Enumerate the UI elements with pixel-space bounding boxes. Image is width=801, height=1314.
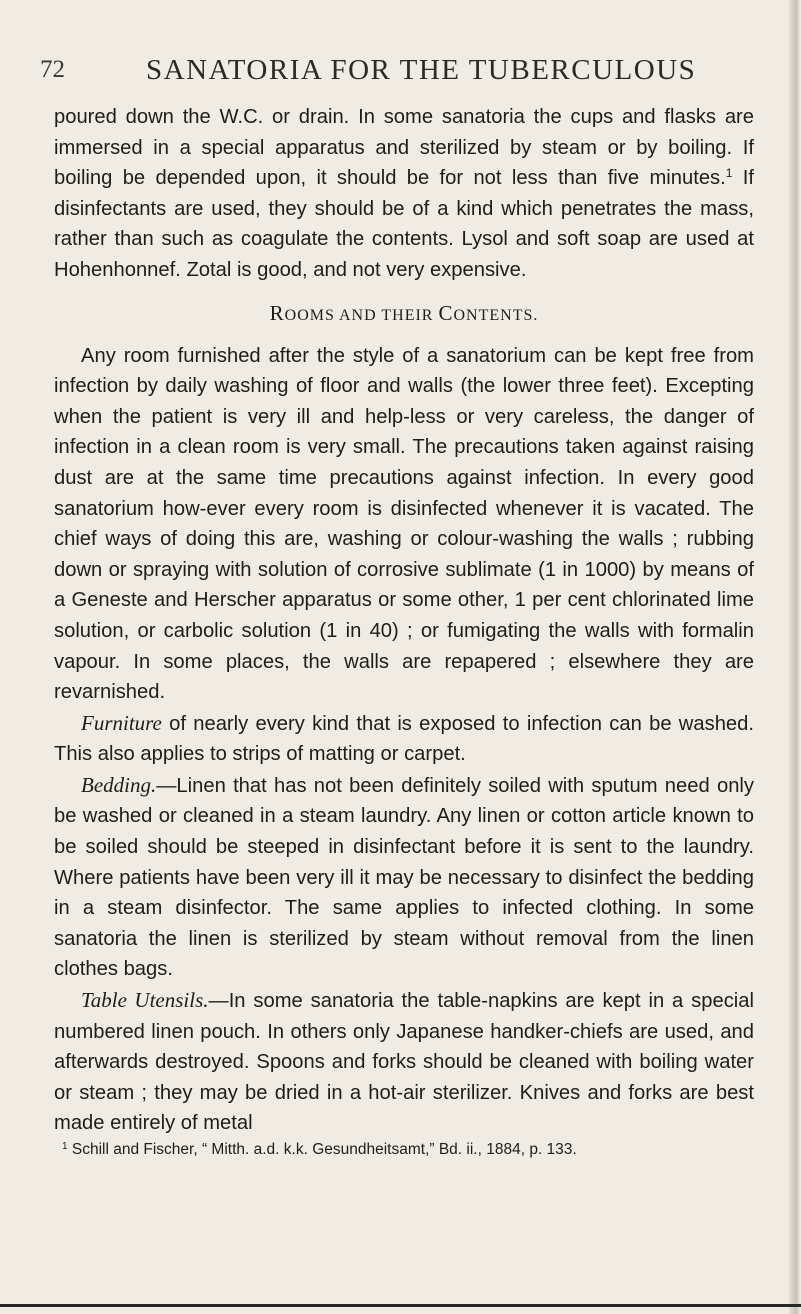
heading-cap-c: C <box>438 300 454 325</box>
run-in-furniture: Furniture <box>81 710 162 735</box>
running-head: SANATORIA FOR THE TUBERCULOUS <box>146 54 697 86</box>
footnote-marker: 1 <box>62 1141 68 1152</box>
heading-word-contents: ONTENTS. <box>453 306 539 324</box>
footnote-text: Schill and Fischer, “ Mitth. a.d. k.k. Gesundheitsamt,” Bd. ii., 1884, p. 133. <box>67 1141 577 1158</box>
heading-words-and-their: AND THEIR <box>334 306 439 324</box>
run-in-table-utensils: Table Utensils. <box>81 988 209 1013</box>
page-header <box>40 50 760 90</box>
footnote <box>54 1139 754 1161</box>
page-number: 72 <box>40 56 65 83</box>
body-text <box>54 102 754 1161</box>
furniture-text: of nearly every kind that is exposed to infection can be washed. This also applies to strips of matting or carpet. <box>54 712 754 766</box>
heading-word-rooms: OOMS <box>284 306 335 324</box>
paragraph-furniture <box>54 708 754 770</box>
bedding-text: —Linen that has not been definitely soiled with sputum need only be washed or cleaned in a steam laundry. Any linen or cotton article known to be soiled should be steeped in disinfectant before it is sent to the laundry. Where patients have been very ill it may be necessary to disinfect the bedding in a steam disinfector. The same applies to infected clothing. In some sanatoria the linen is sterilized by steam without removal from the linen clothes bags. <box>54 774 754 981</box>
heading-cap-r: R <box>269 300 285 325</box>
paragraph-table-utensils <box>54 985 754 1139</box>
table-utensils-text: —In some sanatoria the table-napkins are kept in a special numbered linen pouch. In others only Japanese handker-chiefs are used, and afterwards destroyed. Spoons and forks should be cleaned with boiling water or steam ; they may be dried in a hot-air sterilizer. Knives and forks are best made entirely of metal <box>54 990 754 1135</box>
paragraph-bedding <box>54 770 754 985</box>
footnote-reference: 1 <box>725 166 733 181</box>
page-edge <box>789 0 801 1314</box>
paragraph-1-text: poured down the W.C. or drain. In some sanatoria the cups and flasks are immersed in a special apparatus and sterilized by steam or by boiling. If boiling be depended upon, it should be for not less than five minutes. <box>54 106 754 190</box>
paragraph-2: Any room furnished after the style of a sanatorium can be kept free from infection by daily washing of floor and walls (the lower three feet). Excepting when the patient is very ill and help-less or very careless, the danger of infection in a clean room is very small. The precautions taken against raising dust are at the same time precautions against infection. In every good sanatorium how-ever every room is disinfected whenever it is vacated. The chief ways of doing this are, washing or colour-washing the walls ; rubbing down or spraying with solution of corrosive sublimate (1 in 1000) by means of a Geneste and Herscher apparatus or some other, 1 per cent chlorinated lime solution, or carbolic solution (1 in 40) ; or fumigating the walls with formalin vapour. In some places, the walls are repapered ; elsewhere they are revarnished. <box>54 344 754 704</box>
paragraph-1-text-cont: If disinfectants are used, they should be of a kind which penetrates the mass, rather than such as coagulate the contents. Lysol and soft soap are used at Hohenhonnef. Zotal is good, and not very expensive. <box>54 167 754 281</box>
run-in-bedding: Bedding. <box>81 772 157 797</box>
bottom-rule <box>0 1304 801 1307</box>
paragraph-1 <box>54 102 754 286</box>
section-heading <box>54 298 754 331</box>
